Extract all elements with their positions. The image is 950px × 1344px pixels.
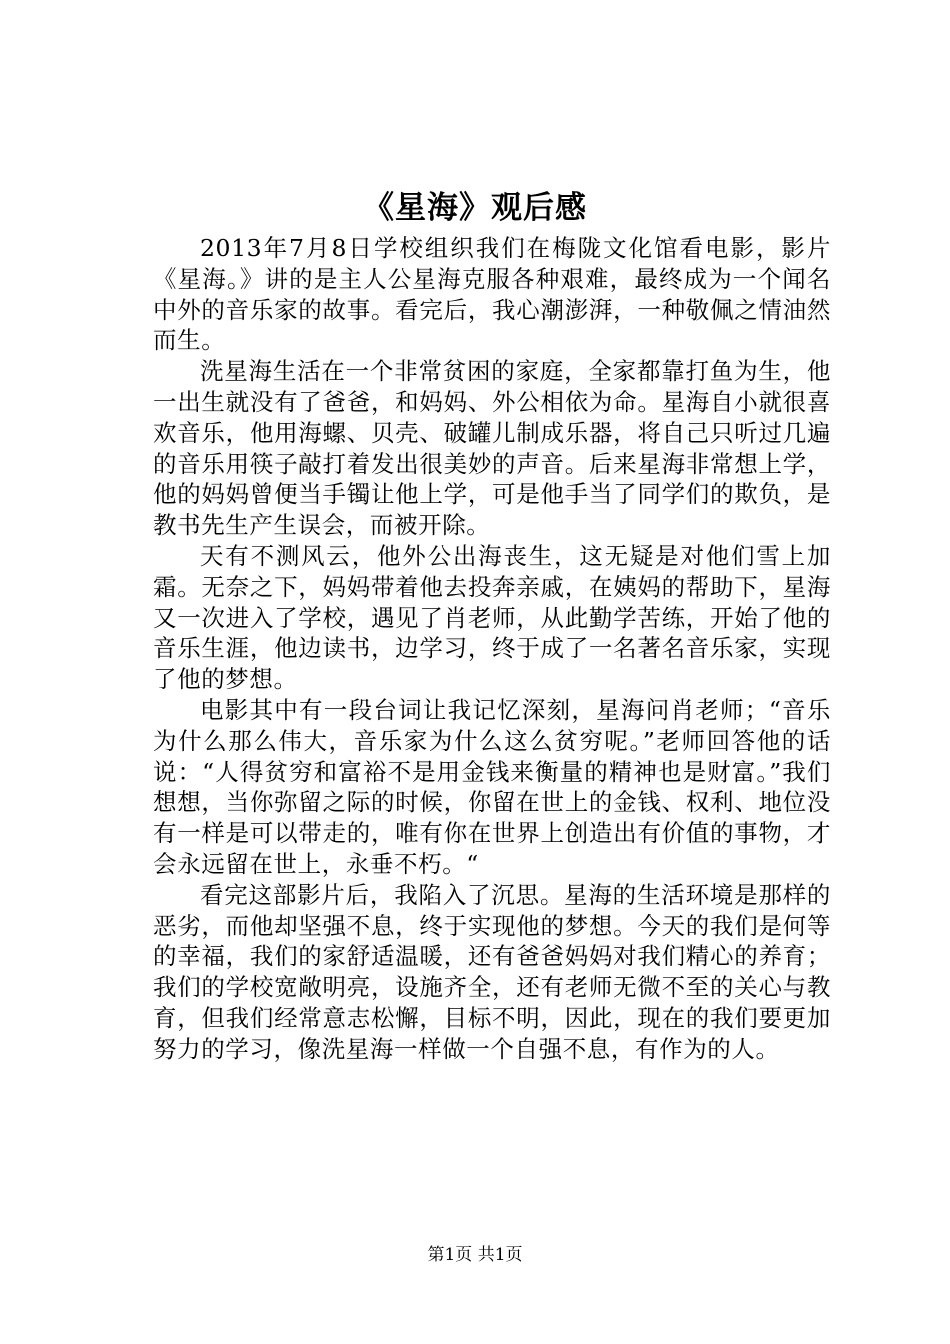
paragraph-1: 2013年7月8日学校组织我们在梅陇文化馆看电影，影片《星海。》讲的是主人公星海克服各种艰难，最终成为一个闻名中外的音乐家的故事。看完后，我心潮澎湃，一种敬佩之情油然而生。 xyxy=(153,234,831,355)
paragraph-2: 洗星海生活在一个非常贫困的家庭，全家都靠打鱼为生，他一出生就没有了爸爸，和妈妈、外公相依为命。星海自小就很喜欢音乐，他用海螺、贝壳、破罐儿制成乐器，将自己只听过几遍的音乐用筷子敲打着发出很美妙的声音。后来星海非常想上学，他的妈妈曾便当手镯让他上学，可是他手当了同学们的欺负，是教书先生产生误会，而被开除。 xyxy=(153,357,831,540)
paragraph-3: 天有不测风云，他外公出海丧生，这无疑是对他们雪上加霜。无奈之下，妈妈带着他去投奔亲戚，在姨妈的帮助下，星海又一次进入了学校，遇见了肖老师，从此勤学苦练，开始了他的音乐生涯，他边读书，边学习，终于成了一名著名音乐家，实现了他的梦想。 xyxy=(153,541,831,694)
paragraph-4: 电影其中有一段台词让我记忆深刻，星海问肖老师；“音乐为什么那么伟大，音乐家为什么这么贫穷呢。”老师回答他的话说：“人得贫穷和富裕不是用金钱来衡量的精神也是财富。”我们想想，当你弥留之际的时候，你留在世上的金钱、权利、地位没有一样是可以带走的，唯有你在世界上创造出有价值的事物，才会永远留在世上，永垂不朽。“ xyxy=(153,695,831,878)
document-title: 《星海》观后感 xyxy=(363,190,587,226)
page-footer: 第1页 共1页 xyxy=(427,1245,523,1265)
document-body xyxy=(153,233,831,1065)
paragraph-5: 看完这部影片后，我陷入了沉思。星海的生活环境是那样的恶劣，而他却坚强不息，终于实现他的梦想。今天的我们是何等的幸福，我们的家舒适温暖，还有爸爸妈妈对我们精心的养育；我们的学校宽敞明亮，设施齐全，还有老师无微不至的关心与教育，但我们经常意志松懈，目标不明，因此，现在的我们要更加努力的学习，像洗星海一样做一个自强不息，有作为的人。 xyxy=(153,880,831,1063)
